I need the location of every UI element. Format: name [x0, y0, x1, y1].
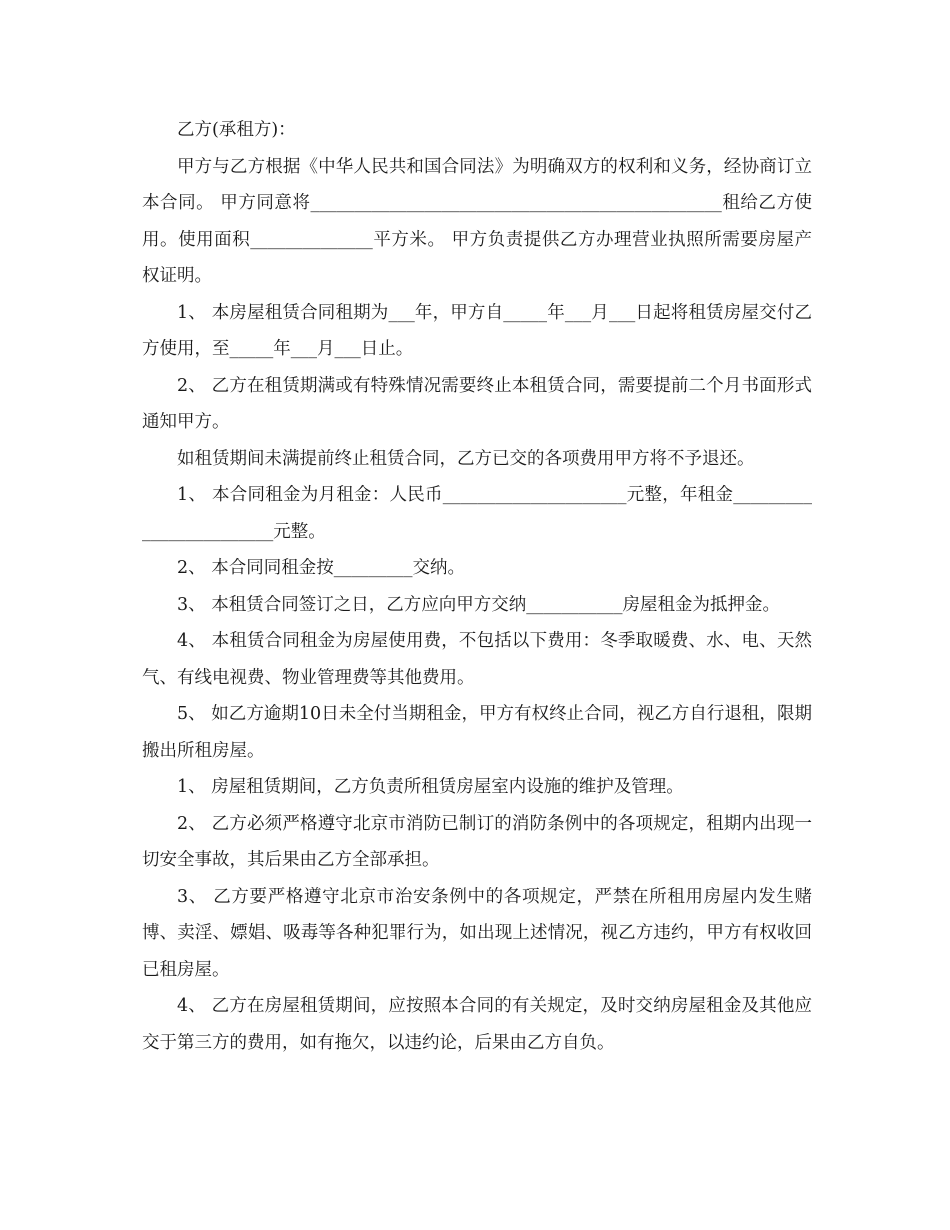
clause-early-termination-notice: 2、 乙方在租赁期满或有特殊情况需要终止本租赁合同，需要提前二个月书面形式通知甲方。	[142, 375, 812, 432]
party-b-heading: 乙方(承租方)：	[177, 120, 296, 140]
clause-payment-method: 2、 本合同同租金按_________交纳。	[177, 558, 465, 578]
clause-no-refund: 如租赁期间未满提前终止租赁合同，乙方已交的各项费用甲方将不予退还。	[177, 448, 755, 469]
clause-deposit: 3、 本租赁合同签订之日，乙方应向甲方交纳___________房屋租金为抵押金。	[177, 594, 780, 615]
contract-body	[142, 112, 812, 1061]
preamble-paragraph: 甲方与乙方根据《中华人民共和国合同法》为明确双方的权利和义务，经协商订立本合同。 甲方同意将_______________________________________________租给乙方使用。使用面积______________平方米。 甲方负责提供乙方办理营业执照所需要房屋产权证明。	[142, 156, 812, 286]
clause-lease-term: 1、 本房屋租赁合同租期为___年，甲方自_____年___月___日起将租赁房屋交付乙方使用，至_____年___月___日止。	[142, 302, 812, 359]
clause-timely-payment: 4、 乙方在房屋租赁期间，应按照本合同的有关规定，及时交纳房屋租金及其他应交于第三方的费用，如有拖欠，以违约论，后果由乙方自负。	[142, 996, 812, 1053]
clause-maintenance: 1、 房屋租赁期间，乙方负责所租赁房屋室内设施的维护及管理。	[177, 777, 684, 797]
clause-late-payment: 5、 如乙方逾期10日未全付当期租金，甲方有权终止合同，视乙方自行退租，限期搬出所租房屋。	[142, 704, 812, 761]
clause-public-security: 3、 乙方要严格遵守北京市治安条例中的各项规定，严禁在所租用房屋内发生赌博、卖淫、嫖娼、吸毒等各种犯罪行为，如出现上述情况，视乙方违约，甲方有权收回已租房屋。	[142, 886, 812, 980]
clause-rent-amount: 1、 本合同租金为月租金：人民币_____________________元整，年租金________________________元整。	[142, 485, 812, 542]
clause-excluded-fees: 4、 本租赁合同租金为房屋使用费，不包括以下费用：冬季取暖费、水、电、天然气、有线电视费、物业管理费等其他费用。	[142, 631, 812, 688]
clause-fire-safety: 2、 乙方必须严格遵守北京市消防已制订的消防条例中的各项规定，租期内出现一切安全事故，其后果由乙方全部承担。	[142, 813, 812, 870]
